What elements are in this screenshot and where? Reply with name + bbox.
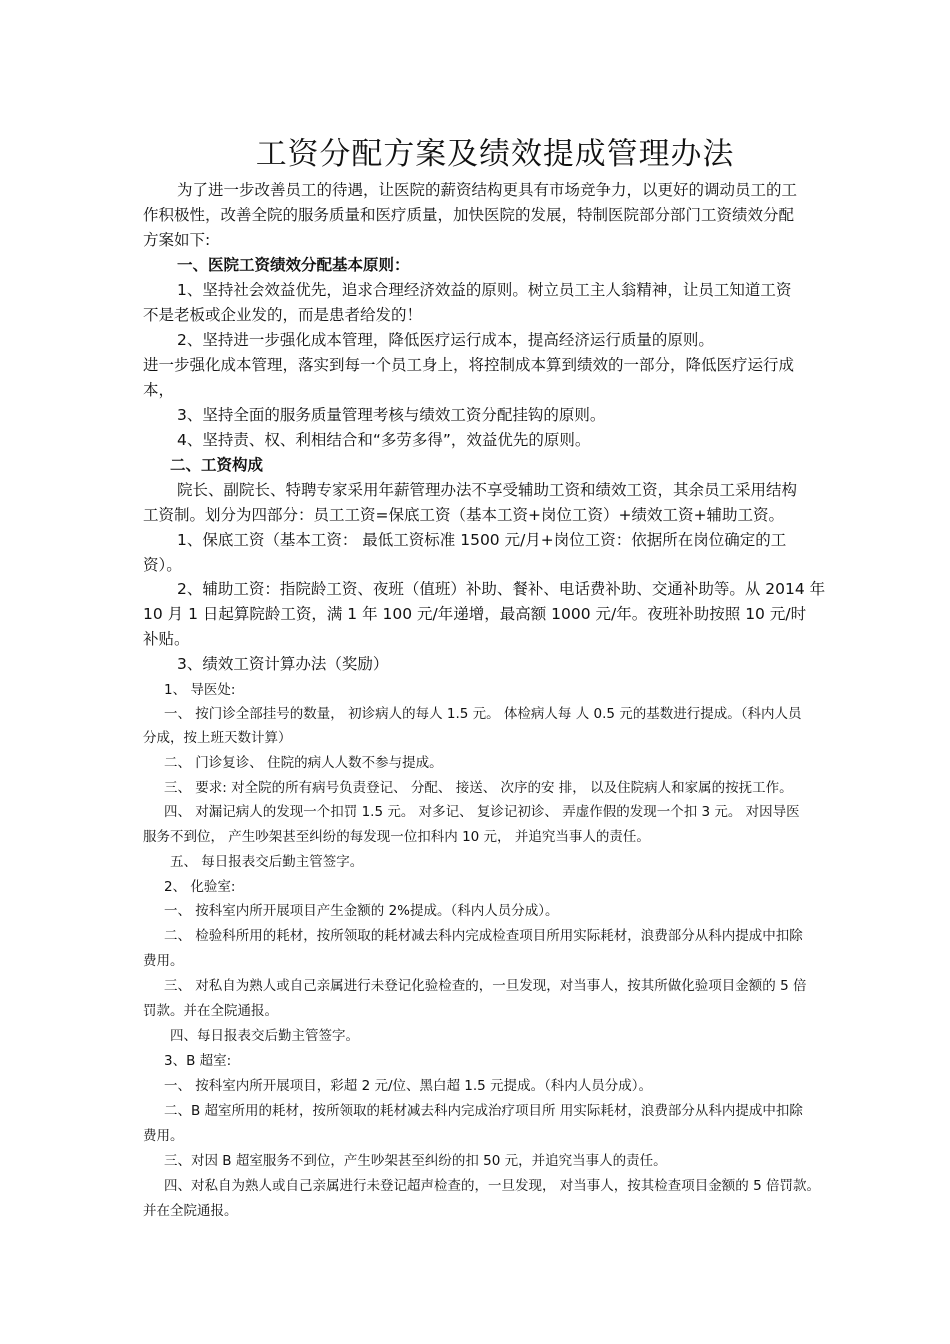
paragraph-line: 三、对因 B 超室服务不到位，产生吵架甚至纠纷的扣 50 元，并追究当事人的责任。 xyxy=(164,1153,667,1169)
paragraph-line: 三、 对私自为熟人或自己亲属进行未登记化验检查的，一旦发现，对当事人，按其所做化验项目金额的 5 倍 xyxy=(164,978,807,994)
paragraph-line: 分成，按上班天数计算） xyxy=(143,730,292,746)
paragraph-line: 方案如下: xyxy=(143,231,211,249)
document-title: 工资分配方案及绩效提成管理办法 xyxy=(255,136,735,172)
paragraph-line: 3、坚持全面的服务质量管理考核与绩效工资分配挂钩的原则。 xyxy=(177,406,606,424)
paragraph-line: 二、B 超室所用的耗材，按所领取的耗材减去科内完成治疗项目所 用实际耗材，浪费部分从科内提成中扣除 xyxy=(164,1103,803,1119)
paragraph-line: 四、每日报表交后勤主管签字。 xyxy=(170,1028,359,1044)
paragraph-line: 资）。 xyxy=(143,556,182,574)
paragraph-line: 进一步强化成本管理，落实到每一个员工身上，将控制成本算到绩效的一部分，降低医疗运行成 xyxy=(143,356,795,374)
paragraph-line: 三、 要求: 对全院的所有病号负责登记、 分配、 接送、 次序的安 排， 以及住院病人和家属的按抚工作。 xyxy=(164,780,793,796)
paragraph-line: 1、保底工资（基本工资： 最低工资标准 1500 元/月+岗位工资：依据所在岗位确定的工 xyxy=(177,531,787,549)
paragraph-line: 四、对私自为熟人或自己亲属进行未登记超声检查的，一旦发现， 对当事人，按其检查项目金额的 5 倍罚款。 xyxy=(164,1178,820,1194)
paragraph-line: 2、坚持进一步强化成本管理，降低医疗运行成本，提高经济运行质量的原则。 xyxy=(177,331,714,349)
paragraph-line: 1、 导医处: xyxy=(164,682,236,698)
paragraph-line: 费用。 xyxy=(143,953,184,969)
section-heading: 一、医院工资绩效分配基本原则： xyxy=(177,256,410,274)
paragraph-line: 不是老板或企业发的，而是患者给发的！ xyxy=(143,306,423,324)
paragraph-line: 本， xyxy=(143,381,175,399)
paragraph-line: 一、 按科室内所开展项目，彩超 2 元/位、黑白超 1.5 元提成。（科内人员分成）。 xyxy=(164,1078,653,1094)
paragraph-line: 一、 按门诊全部挂号的数量， 初诊病人的每人 1.5 元。 体检病人每 人 0.5 元的基数进行提成。（科内人员 xyxy=(164,706,802,722)
paragraph-line: 2、 化验室: xyxy=(164,879,236,895)
paragraph-line: 四、 对漏记病人的发现一个扣罚 1.5 元。 对多记、 复诊记初诊、 弄虚作假的发现一个扣 3 元。 对因导医 xyxy=(164,804,800,820)
paragraph-line: 费用。 xyxy=(143,1128,184,1144)
paragraph-line: 五、 每日报表交后勤主管签字。 xyxy=(170,854,364,870)
paragraph-line: 1、坚持社会效益优先，追求合理经济效益的原则。树立员工主人翁精神，让员工知道工资 xyxy=(177,281,792,299)
section-heading: 二、工资构成 xyxy=(170,456,264,474)
paragraph-line: 3、B 超室: xyxy=(164,1053,232,1069)
paragraph-line: 院长、副院长、特聘专家采用年薪管理办法不享受辅助工资和绩效工资，其余员工采用结构 xyxy=(177,481,798,499)
paragraph-line: 并在全院通报。 xyxy=(143,1203,238,1219)
paragraph-line: 罚款。并在全院通报。 xyxy=(143,1003,278,1019)
paragraph-line: 4、坚持责、权、利相结合和“多劳多得”，效益优先的原则。 xyxy=(177,431,591,449)
paragraph-line: 工资制。划分为四部分：员工工资=保底工资（基本工资+岗位工资）+绩效工资+辅助工资。 xyxy=(143,506,784,524)
paragraph-line: 3、绩效工资计算办法（奖励） xyxy=(177,655,389,673)
paragraph-line: 二、 门诊复诊、 住院的病人人数不参与提成。 xyxy=(164,755,443,771)
paragraph-line: 一、 按科室内所开展项目产生金额的 2%提成。（科内人员分成）。 xyxy=(164,903,559,919)
paragraph-line: 作积极性，改善全院的服务质量和医疗质量，加快医院的发展，特制医院部分部门工资绩效分配 xyxy=(143,206,795,224)
paragraph-line: 2、辅助工资：指院龄工资、夜班（值班）补助、餐补、电话费补助、交通补助等。从 2014 年 xyxy=(177,580,826,598)
paragraph-line: 为了进一步改善员工的待遇，让医院的薪资结构更具有市场竞争力，以更好的调动员工的工 xyxy=(177,181,798,199)
paragraph-line: 补贴。 xyxy=(143,630,190,648)
paragraph-line: 服务不到位， 产生吵架甚至纠纷的每发现一位扣科内 10 元， 并追究当事人的责任。 xyxy=(143,829,650,845)
paragraph-line: 二、 检验科所用的耗材，按所领取的耗材减去科内完成检查项目所用实际耗材，浪费部分从科内提成中扣除 xyxy=(164,928,803,944)
paragraph-line: 10 月 1 日起算院龄工资，满 1 年 100 元/年递增，最高额 1000 元/年。夜班补助按照 10 元/时 xyxy=(143,605,807,623)
